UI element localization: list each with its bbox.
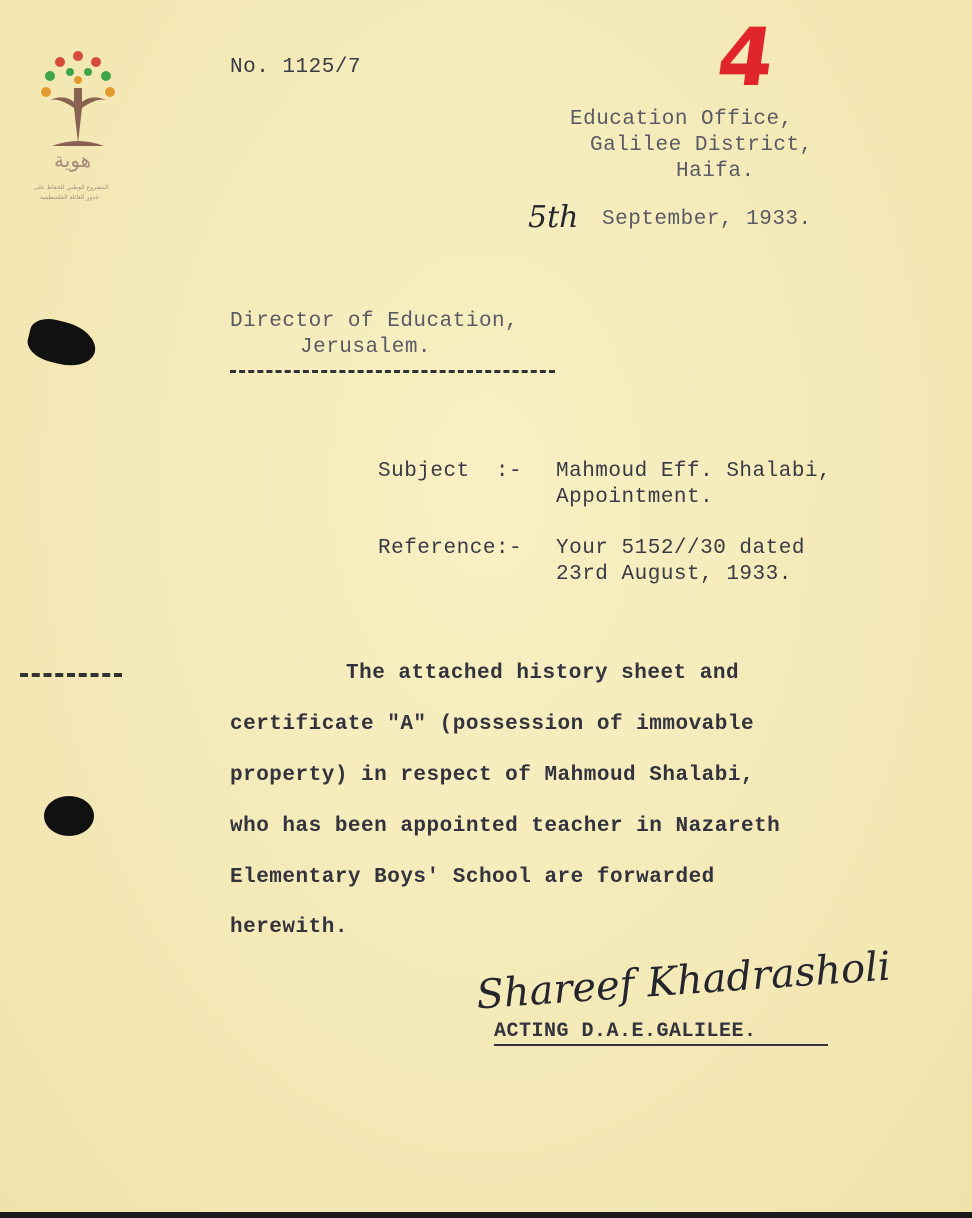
date-text: September, 1933. — [602, 208, 812, 231]
date-day-handwritten: 5th — [528, 200, 579, 235]
signature-title: ACTING D.A.E.GALILEE. — [494, 1020, 757, 1043]
addressee-line-2: Jerusalem. — [300, 336, 432, 359]
punch-hole-lower — [44, 796, 94, 836]
subject-line-2: Appointment. — [556, 486, 714, 509]
body-line-4: who has been appointed teacher in Nazareth — [230, 815, 781, 838]
logo-tagline-2: جذور العائلة الفلسطينية — [40, 194, 99, 201]
margin-dash — [20, 673, 122, 677]
reference-number: No. 1125/7 — [230, 56, 362, 79]
body-line-5: Elementary Boys' School are forwarded — [230, 866, 715, 889]
office-line-2: Galilee District, — [590, 134, 813, 157]
body-line-6: herewith. — [230, 916, 348, 939]
signature-underline — [494, 1044, 828, 1046]
reference-line-2: 23rd August, 1933. — [556, 563, 792, 586]
logo-name: هوية — [54, 148, 92, 172]
subject-line-1: Mahmoud Eff. Shalabi, — [556, 460, 832, 483]
reference-label: Reference:- — [378, 537, 523, 560]
reference-line-1: Your 5152//30 dated — [556, 537, 805, 560]
office-line-1: Education Office, — [570, 108, 793, 131]
addressee-line-1: Director of Education, — [230, 310, 519, 333]
page-mark: 4 — [711, 11, 781, 104]
addressee-underline — [230, 370, 555, 373]
scan-bottom-edge — [0, 1212, 972, 1218]
body-line-2: certificate "A" (possession of immovable — [230, 713, 755, 736]
subject-label: Subject :- — [378, 460, 523, 483]
body-line-3: property) in respect of Mahmoud Shalabi, — [230, 764, 755, 787]
body-line-1: The attached history sheet and — [346, 662, 740, 685]
archive-logo — [30, 48, 126, 208]
signature-handwritten: Shareef Khadrasholi — [474, 943, 893, 1019]
punch-hole-upper — [24, 314, 100, 371]
logo-tagline-1: المشروع الوطني للحفاظ على — [34, 184, 109, 191]
tree-logo-icon — [30, 48, 126, 148]
office-line-3: Haifa. — [676, 160, 755, 183]
